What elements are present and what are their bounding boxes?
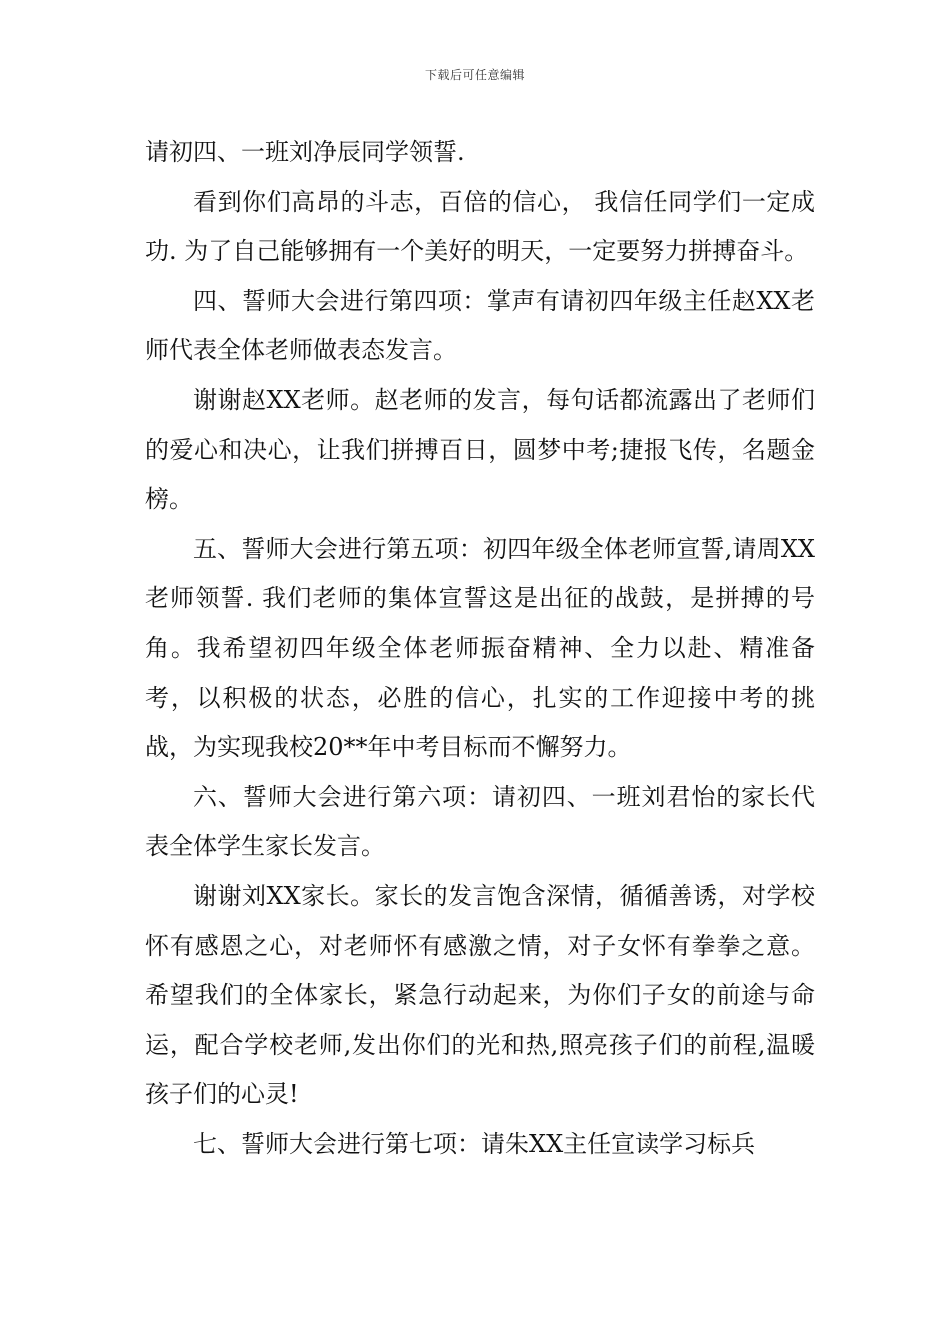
document-body [145, 128, 815, 1169]
paragraph: 五、誓师大会进行第五项：初四年级全体老师宣誓,请周XX老师领誓. 我们老师的集体宣誓这是出征的战鼓，是拼搏的号角。我希望初四年级全体老师振奋精神、全力以赴、精准备考，以积极的状态，必胜的信心，扎实的工作迎接中考的挑战，为实现我校20**年中考目标而不懈努力。 [145, 534, 815, 762]
paragraph: 四、誓师大会进行第四项：掌声有请初四年级主任赵XX老师代表全体老师做表态发言。 [145, 286, 815, 365]
page-header: 下载后可任意编辑 [424, 68, 525, 82]
paragraph: 七、誓师大会进行第七项：请朱XX主任宣读学习标兵 [193, 1129, 756, 1158]
paragraph: 看到你们高昂的斗志，百倍的信心， 我信任同学们一定成功. 为了自己能够拥有一个美好的明天，一定要努力拼搏奋斗。 [145, 187, 815, 266]
paragraph: 谢谢刘XX家长。家长的发言饱含深情，循循善诱，对学校怀有感恩之心，对老师怀有感激之情，对子女怀有拳拳之意。希望我们的全体家长，紧急行动起来，为你们子女的前途与命运，配合学校老师,发出你们的光和热,照亮孩子们的前程,温暖孩子们的心灵! [145, 881, 815, 1109]
paragraph: 六、誓师大会进行第六项：请初四、一班刘君怡的家长代表全体学生家长发言。 [145, 782, 815, 861]
paragraph: 请初四、一班刘净辰同学领誓. [145, 138, 465, 166]
paragraph: 谢谢赵XX老师。赵老师的发言，每句话都流露出了老师们的爱心和决心，让我们拼搏百日，圆梦中考;捷报飞传，名题金榜。 [145, 385, 815, 514]
